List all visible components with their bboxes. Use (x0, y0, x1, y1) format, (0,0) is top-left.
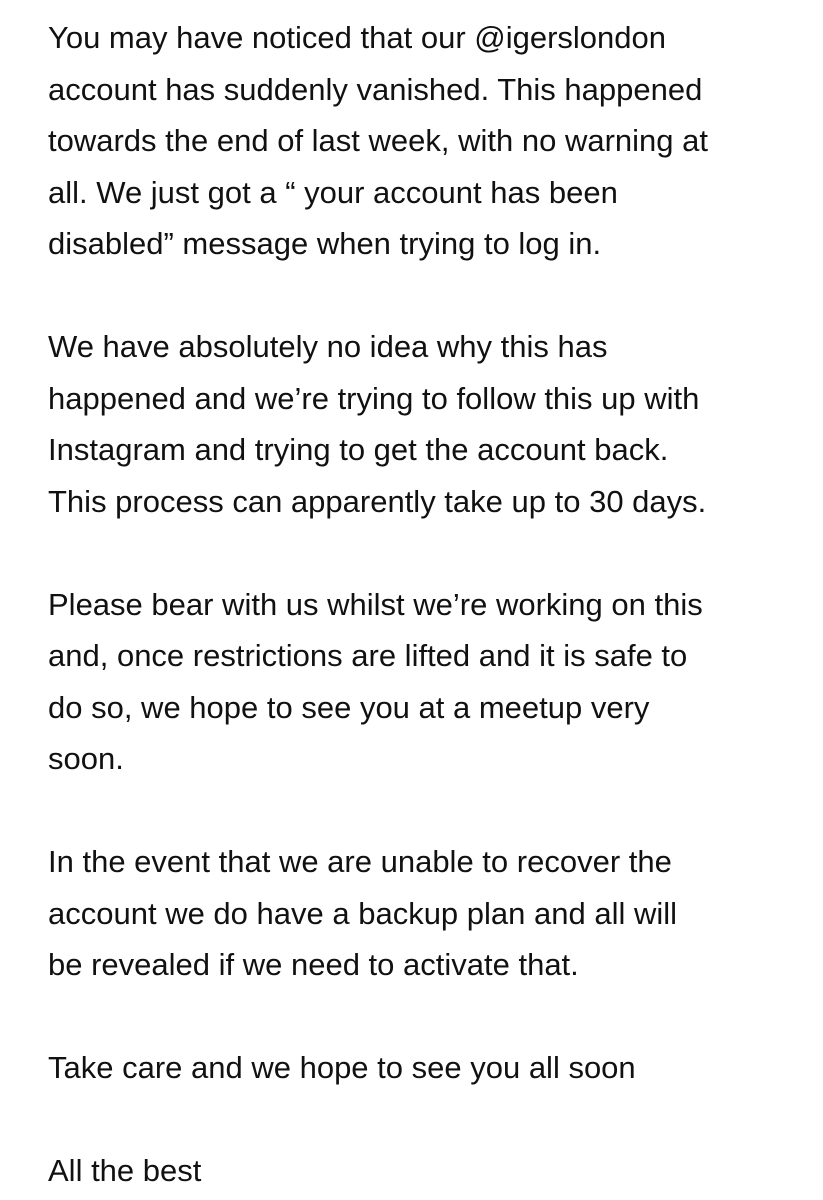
text-line: disabled” message when trying to log in. (48, 226, 602, 261)
text-line: This process can apparently take up to 30 days. (48, 483, 707, 519)
text-line: We have absolutely no idea why this has (48, 329, 608, 364)
text-line: happened and we’re trying to follow this up with (48, 380, 700, 416)
paragraph-spacer (48, 785, 808, 837)
paragraph-bear-with-us (48, 579, 808, 785)
text-line: all. We just got a “ your account has been (48, 174, 618, 210)
text-line: Instagram and trying to get the account back. (48, 432, 669, 467)
paragraph-sign-off (48, 1145, 808, 1197)
text-line: Take care and we hope to see you all soon (48, 1050, 636, 1085)
paragraph-no-idea-why (48, 321, 808, 527)
paragraph-spacer (48, 270, 808, 322)
text-line: towards the end of last week, with no warning at (48, 123, 708, 158)
paragraph-spacer (48, 991, 808, 1043)
text-line: Please bear with us whilst we’re working on this (48, 586, 703, 622)
paragraph-spacer (48, 1094, 808, 1146)
text-line: and, once restrictions are lifted and it is safe to (48, 638, 688, 673)
text-line: In the event that we are unable to recover the (48, 844, 672, 879)
note-body (48, 12, 808, 1197)
text-line: You may have noticed that our @igerslondon (48, 20, 667, 55)
text-line: All the best (48, 1153, 202, 1188)
paragraph-spacer (48, 527, 808, 579)
paragraph-take-care (48, 1042, 808, 1094)
text-line: account we do have a backup plan and all will (48, 895, 678, 931)
text-line: do so, we hope to see you at a meetup very (48, 689, 650, 725)
text-line: be revealed if we need to activate that. (48, 947, 579, 982)
text-line: account has suddenly vanished. This happened (48, 71, 703, 107)
text-line: soon. (48, 741, 124, 776)
paragraph-backup-plan (48, 836, 808, 991)
paragraph-account-vanished (48, 12, 808, 270)
